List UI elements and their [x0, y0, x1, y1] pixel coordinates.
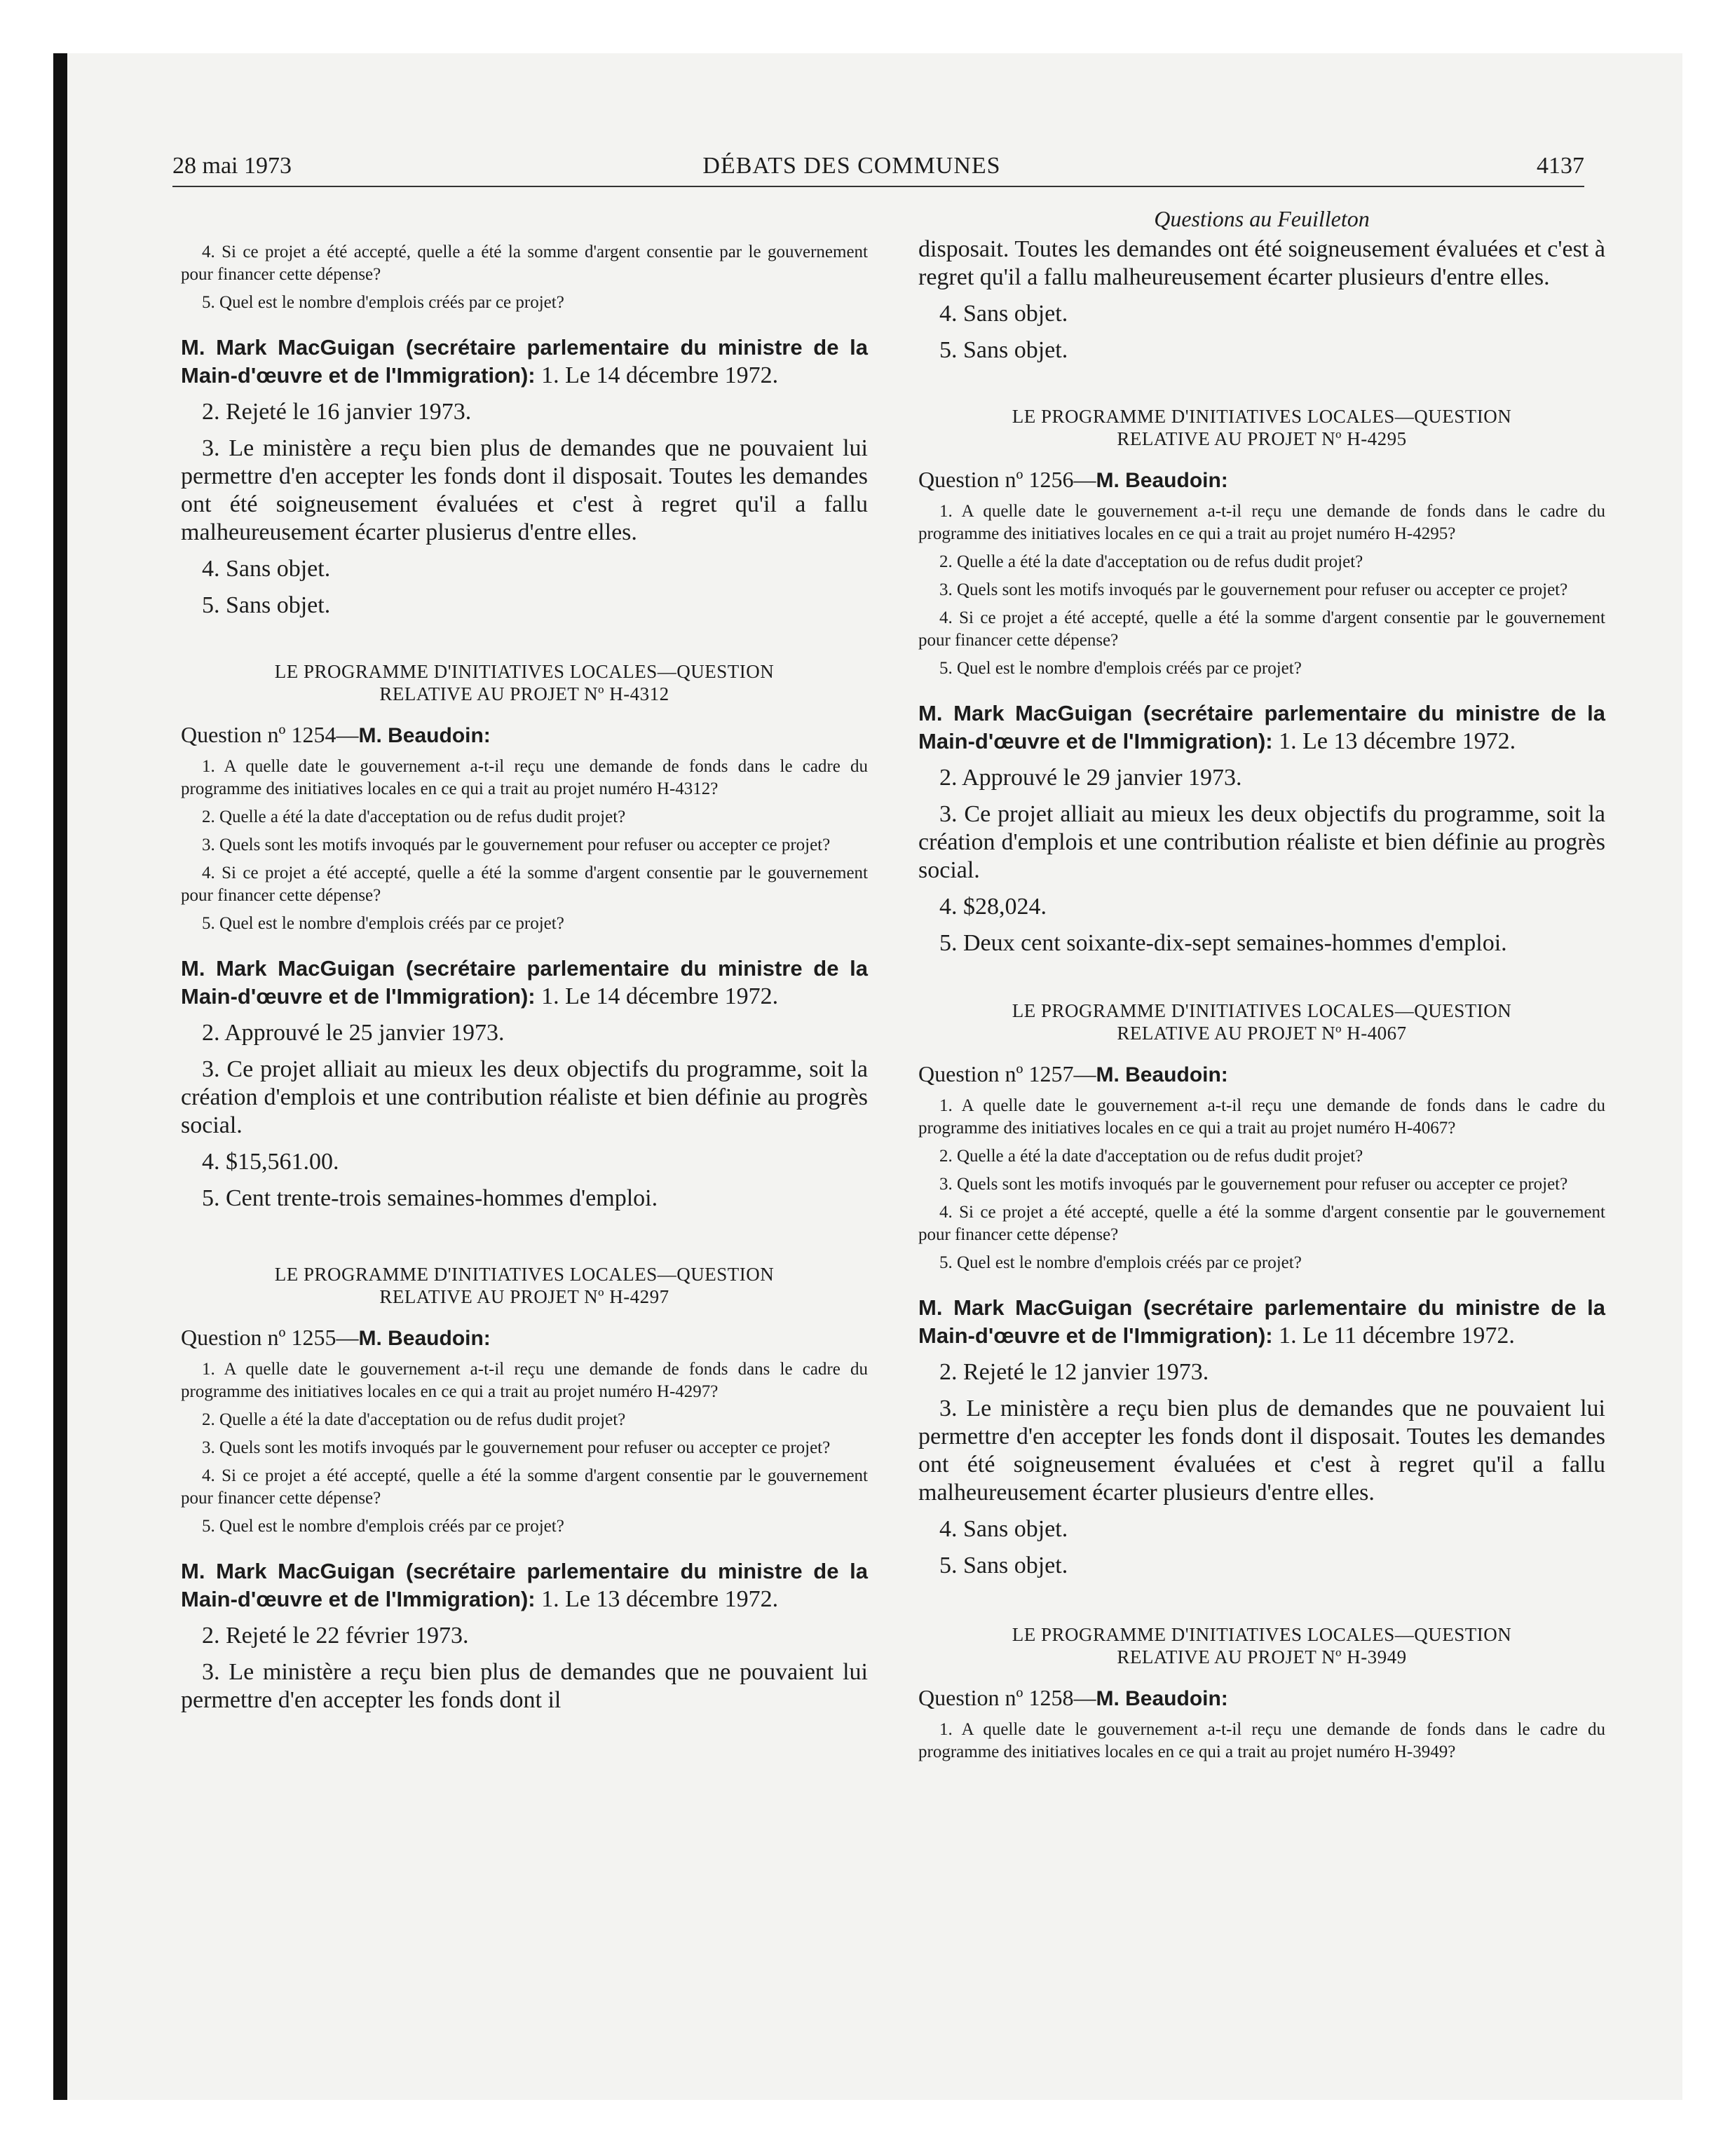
question-item: 1. A quelle date le gouvernement a-t-il reçu une demande de fonds dans le cadre du programme des initiatives locales en ce qui a trait au projet numéro H-4312?: [181, 757, 868, 798]
answer-item: 5. Sans objet.: [202, 592, 331, 618]
question-number: Question nº 1257—: [918, 1061, 1096, 1086]
answer-item: 5. Sans objet.: [939, 1553, 1068, 1578]
question-item: 3. Quels sont les motifs invoqués par le gouvernement pour refuser ou accepter ce projet?: [939, 580, 1568, 599]
answer-item: 3. Le ministère a reçu bien plus de demandes que ne pouvaient lui permettre d'en accepter les fonds dont il: [181, 1659, 868, 1713]
right-column: [918, 206, 1605, 1763]
header-date: 28 mai 1973: [172, 153, 292, 179]
answer-item: 1. Le 13 décembre 1972.: [1279, 728, 1516, 754]
header-page-number: 4137: [1537, 153, 1584, 179]
answer-item: 2. Approuvé le 29 janvier 1973.: [939, 765, 1242, 791]
question-item: 2. Quelle a été la date d'acceptation ou de refus dudit projet?: [202, 1410, 626, 1429]
header-rule: [172, 186, 1584, 187]
section-heading-line: LE PROGRAMME D'INITIATIVES LOCALES—QUESTION: [274, 661, 775, 682]
question-number: Question nº 1256—: [918, 467, 1096, 492]
question-item: 4. Si ce projet a été accepté, quelle a été la somme d'argent consentie par le gouvernement pour financer cette dépense?: [181, 1466, 868, 1508]
question-item: 5. Quel est le nombre d'emplois créés par ce projet?: [939, 659, 1302, 678]
question-speaker: M. Beaudoin:: [1096, 1687, 1228, 1710]
header-publication: DÉBATS DES COMMUNES: [702, 153, 1001, 179]
question-item: 4. Si ce projet a été accepté, quelle a été la somme d'argent consentie par le gouvernement pour financer cette dépense?: [918, 608, 1605, 650]
question-item: 5. Quel est le nombre d'emplois créés par ce projet?: [202, 293, 564, 312]
left-column: [181, 210, 868, 1714]
question-item: 2. Quelle a été la date d'acceptation ou de refus dudit projet?: [939, 552, 1363, 571]
answer-continuation: disposait. Toutes les demandes ont été soigneusement évaluées et c'est à regret qu'il a fallu malheureusement écarter plusieurs d'entre elles.: [918, 236, 1605, 290]
question-speaker: M. Beaudoin:: [1096, 1063, 1228, 1086]
question-item: 5. Quel est le nombre d'emplois créés par ce projet?: [202, 914, 564, 933]
section-heading-line: LE PROGRAMME D'INITIATIVES LOCALES—QUESTION: [1012, 1624, 1512, 1645]
section-heading-line: RELATIVE AU PROJET Nº H-4295: [1117, 428, 1407, 449]
question-speaker: M. Beaudoin:: [1096, 469, 1228, 492]
answer-item: 5. Sans objet.: [939, 337, 1068, 363]
answer-item: 2. Rejeté le 16 janvier 1973.: [202, 399, 472, 425]
question-item: 3. Quels sont les motifs invoqués par le gouvernement pour refuser ou accepter ce projet?: [939, 1175, 1568, 1194]
answer-item: 3. Ce projet alliait au mieux les deux objectifs du programme, soit la création d'emplois et une contribution réaliste et bien définie au progrès social.: [918, 801, 1605, 883]
question-item: 2. Quelle a été la date d'acceptation ou de refus dudit projet?: [939, 1147, 1363, 1166]
question-number: Question nº 1255—: [181, 1325, 359, 1350]
question-item: 4. Si ce projet a été accepté, quelle a été la somme d'argent consentie par le gouvernement pour financer cette dépense?: [181, 243, 868, 284]
answer-item: 3. Ce projet alliait au mieux les deux objectifs du programme, soit la création d'emplois et une contribution réaliste et bien définie au progrès social.: [181, 1056, 868, 1138]
answer-item: 3. Le ministère a reçu bien plus de demandes que ne pouvaient lui permettre d'en accepter les fonds dont il disposait. Toutes les demandes ont été soigneusement évaluées et c'est à regret qu'il a fallu malheureusement écarter plusieurs d'entre elles.: [918, 1396, 1605, 1506]
question-item: 2. Quelle a été la date d'acceptation ou de refus dudit projet?: [202, 807, 626, 826]
question-item: 1. A quelle date le gouvernement a-t-il reçu une demande de fonds dans le cadre du programme des initiatives locales en ce qui a trait au projet numéro H-4297?: [181, 1360, 868, 1401]
question-item: 4. Si ce projet a été accepté, quelle a été la somme d'argent consentie par le gouvernement pour financer cette dépense?: [181, 864, 868, 905]
section-heading-line: LE PROGRAMME D'INITIATIVES LOCALES—QUESTION: [274, 1264, 775, 1285]
page-header: [119, 153, 1584, 186]
answer-item: 1. Le 14 décembre 1972.: [541, 362, 779, 388]
answer-paragraph: [181, 334, 868, 390]
question-item: 5. Quel est le nombre d'emplois créés par ce projet?: [202, 1517, 564, 1536]
section-heading-line: LE PROGRAMME D'INITIATIVES LOCALES—QUESTION: [1012, 1000, 1512, 1021]
question-item: 3. Quels sont les motifs invoqués par le gouvernement pour refuser ou accepter ce projet?: [202, 1438, 831, 1457]
answer-item: 2. Rejeté le 12 janvier 1973.: [939, 1359, 1209, 1385]
answer-item: 1. Le 13 décembre 1972.: [541, 1586, 779, 1612]
section-heading: [918, 1623, 1605, 1668]
question-line: [918, 1060, 1605, 1089]
answer-item: 1. Le 14 décembre 1972.: [541, 983, 779, 1009]
section-heading: [918, 999, 1605, 1044]
answer-item: 4. $15,561.00.: [202, 1149, 339, 1175]
question-line: [181, 1323, 868, 1353]
answer-item: 4. Sans objet.: [939, 1516, 1068, 1542]
section-heading-line: RELATIVE AU PROJET Nº H-4297: [379, 1286, 669, 1307]
question-item: 1. A quelle date le gouvernement a-t-il reçu une demande de fonds dans le cadre du programme des initiatives locales en ce qui a trait au projet numéro H-4295?: [918, 502, 1605, 543]
answer-paragraph: [181, 955, 868, 1011]
answer-speaker: M. Mark MacGuigan (secrétaire parlementaire du ministre de la Main-d'œuvre et de l'Immigration):: [918, 1295, 1605, 1348]
answer-item: 4. Sans objet.: [939, 301, 1068, 327]
answer-paragraph: [181, 1557, 868, 1613]
question-item: 3. Quels sont les motifs invoqués par le gouvernement pour refuser ou accepter ce projet?: [202, 835, 831, 854]
answer-item: 5. Deux cent soixante-dix-sept semaines-hommes d'emploi.: [939, 930, 1507, 956]
answer-paragraph: [918, 1294, 1605, 1350]
answer-speaker: M. Mark MacGuigan (secrétaire parlementaire du ministre de la Main-d'œuvre et de l'Immigration):: [918, 701, 1605, 753]
section-heading: [181, 1263, 868, 1308]
question-number: Question nº 1258—: [918, 1685, 1096, 1710]
answer-speaker: M. Mark MacGuigan (secrétaire parlementaire du ministre de la Main-d'œuvre et de l'Immigration):: [181, 335, 868, 388]
question-speaker: M. Beaudoin:: [358, 724, 491, 747]
section-heading-line: RELATIVE AU PROJET Nº H-4312: [379, 683, 669, 704]
question-item: 5. Quel est le nombre d'emplois créés par ce projet?: [939, 1253, 1302, 1272]
section-heading-line: RELATIVE AU PROJET Nº H-4067: [1117, 1023, 1407, 1044]
section-heading-line: LE PROGRAMME D'INITIATIVES LOCALES—QUESTION: [1012, 406, 1512, 427]
question-line: [181, 721, 868, 750]
answer-item: 5. Cent trente-trois semaines-hommes d'emploi.: [202, 1185, 658, 1211]
section-heading: [918, 405, 1605, 450]
section-heading-line: RELATIVE AU PROJET Nº H-3949: [1117, 1646, 1407, 1667]
answer-item: 2. Rejeté le 22 février 1973.: [202, 1623, 469, 1649]
answer-item: 1. Le 11 décembre 1972.: [1279, 1323, 1515, 1349]
question-item: 1. A quelle date le gouvernement a-t-il reçu une demande de fonds dans le cadre du programme des initiatives locales en ce qui a trait au projet numéro H-4067?: [918, 1096, 1605, 1138]
question-line: [918, 465, 1605, 495]
answer-speaker: M. Mark MacGuigan (secrétaire parlementaire du ministre de la Main-d'œuvre et de l'Immigration):: [181, 956, 868, 1009]
answer-item: 4. $28,024.: [939, 894, 1047, 920]
answer-paragraph: [918, 700, 1605, 756]
section-heading: [181, 660, 868, 705]
question-speaker: M. Beaudoin:: [358, 1327, 491, 1350]
answer-item: 3. Le ministère a reçu bien plus de demandes que ne pouvaient lui permettre d'en accepter les fonds dont il disposait. Toutes les demandes ont été soigneusement évaluées et c'est à regret qu'il a fallu malheureusement écarter plusierus d'entre elles.: [181, 435, 868, 545]
running-title: Questions au Feuilleton: [1154, 206, 1370, 231]
answer-item: 2. Approuvé le 25 janvier 1973.: [202, 1020, 505, 1046]
question-line: [918, 1684, 1605, 1713]
question-item: 1. A quelle date le gouvernement a-t-il reçu une demande de fonds dans le cadre du programme des initiatives locales en ce qui a trait au projet numéro H-3949?: [918, 1720, 1605, 1761]
answer-speaker: M. Mark MacGuigan (secrétaire parlementaire du ministre de la Main-d'œuvre et de l'Immigration):: [181, 1559, 868, 1611]
question-item: 4. Si ce projet a été accepté, quelle a été la somme d'argent consentie par le gouvernement pour financer cette dépense?: [918, 1203, 1605, 1244]
question-number: Question nº 1254—: [181, 722, 359, 747]
answer-item: 4. Sans objet.: [202, 556, 331, 582]
